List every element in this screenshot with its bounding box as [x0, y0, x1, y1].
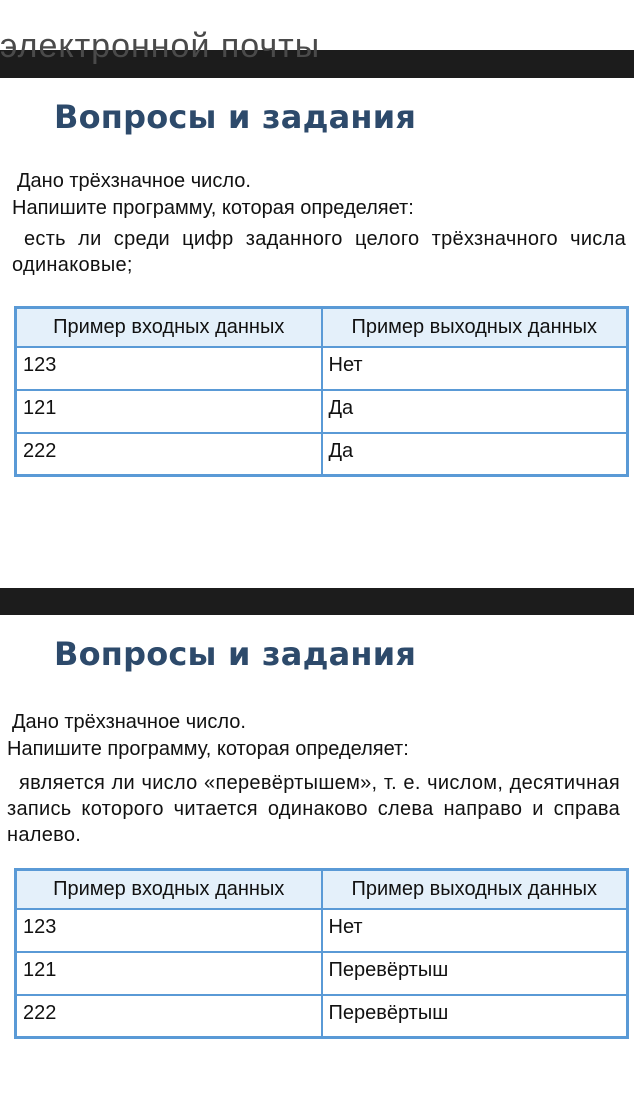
input-cell: 121 — [16, 952, 322, 995]
header-input-examples: Пример входных данных — [16, 870, 322, 909]
task-line-given: Дано трёхзначное число. — [12, 711, 246, 733]
example-table — [14, 306, 629, 477]
header-output-examples: Пример выходных данных — [322, 308, 628, 347]
output-cell: Да — [322, 433, 628, 476]
output-cell: Да — [322, 390, 628, 433]
table-row — [16, 390, 628, 433]
output-cell: Нет — [322, 347, 628, 390]
dark-separator-bar — [0, 588, 634, 615]
cut-off-caption: электронной почты — [0, 27, 321, 65]
task-section-2 — [0, 615, 634, 1114]
table-row — [16, 909, 628, 952]
input-cell: 123 — [16, 909, 322, 952]
input-cell: 123 — [16, 347, 322, 390]
header-output-examples: Пример выходных данных — [322, 870, 628, 909]
table-row — [16, 952, 628, 995]
task-section-1 — [0, 78, 634, 588]
table-row — [16, 995, 628, 1038]
example-table — [14, 868, 629, 1039]
task-line-instruction: Напишите программу, которая определяет: — [12, 197, 414, 219]
table-header-row — [16, 870, 628, 909]
header-input-examples: Пример входных данных — [16, 308, 322, 347]
input-cell: 121 — [16, 390, 322, 433]
dark-separator-bar — [0, 27, 634, 78]
output-cell: Перевёртыш — [322, 995, 628, 1038]
task-line-instruction: Напишите программу, которая определяет: — [7, 738, 409, 760]
task-description: является ли число «перевёртышем», т. е. числом, десятичная запись которого читается одинаково слева направо и справа налево. — [7, 772, 620, 846]
task-line-given: Дано трёхзначное число. — [17, 170, 251, 192]
table-row — [16, 433, 628, 476]
input-cell: 222 — [16, 995, 322, 1038]
table-row — [16, 347, 628, 390]
task-description: есть ли среди цифр заданного целого трёхзначного числа одинаковые; — [12, 228, 626, 276]
output-cell: Перевёртыш — [322, 952, 628, 995]
output-cell: Нет — [322, 909, 628, 952]
section-heading: Вопросы и задания — [54, 98, 417, 136]
input-cell: 222 — [16, 433, 322, 476]
section-heading: Вопросы и задания — [54, 635, 417, 673]
table-header-row — [16, 308, 628, 347]
